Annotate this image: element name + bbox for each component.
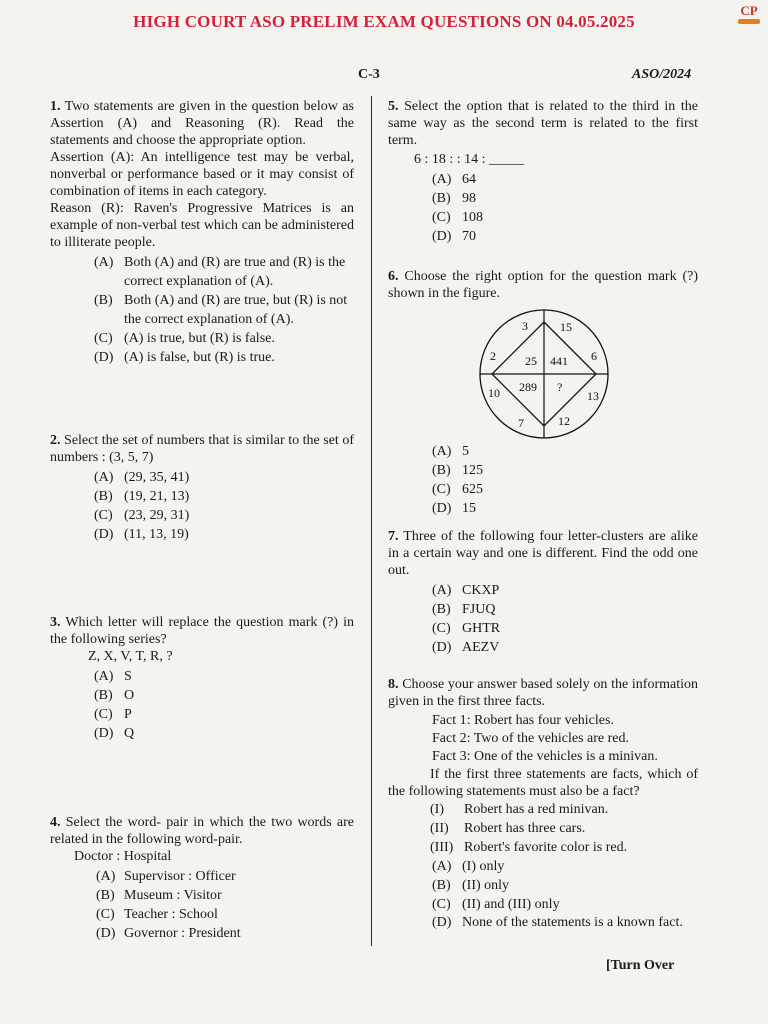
option-text: (23, 29, 31)	[124, 508, 190, 523]
option-a[interactable]	[96, 867, 354, 886]
page-number: C-3	[358, 67, 380, 82]
fig-top-right: 15	[560, 320, 572, 334]
fig-bottom-right: 12	[558, 414, 570, 428]
fig-inner-top-left: 25	[525, 354, 537, 368]
option-b[interactable]	[432, 461, 698, 480]
option-label: (D)	[94, 527, 114, 542]
option-text: 125	[462, 463, 483, 478]
question-number: 7.	[388, 529, 399, 544]
option-c[interactable]	[432, 895, 698, 914]
option-list	[432, 581, 698, 657]
option-label: (C)	[432, 210, 451, 225]
question-stem: Choose the right option for the question mark (?) shown in the figure.	[388, 269, 698, 301]
option-b[interactable]	[432, 189, 698, 208]
letter-series: Z, X, V, T, R, ?	[88, 649, 173, 664]
option-d[interactable]	[432, 227, 698, 246]
option-text: 5	[462, 444, 469, 459]
option-label: (B)	[432, 878, 451, 893]
fig-inner-bottom-right: ?	[557, 380, 563, 394]
option-label: (B)	[432, 602, 451, 617]
option-text: Q	[124, 726, 135, 741]
turn-over-label: [Turn Over	[606, 958, 675, 973]
statement-iii	[430, 838, 698, 857]
facts-list	[432, 712, 698, 766]
question-number: 8.	[388, 677, 399, 692]
option-label: (D)	[432, 640, 452, 655]
fig-right-upper: 6	[591, 349, 597, 363]
option-text: Both (A) and (R) are true and (R) is the correct explanation of (A).	[124, 255, 346, 289]
option-a[interactable]	[432, 170, 698, 189]
option-list	[432, 442, 698, 518]
option-d[interactable]	[432, 499, 698, 518]
statement-text: Robert's favorite color is red.	[464, 840, 628, 855]
option-list	[96, 867, 354, 943]
option-d[interactable]	[432, 638, 698, 657]
option-a[interactable]	[94, 253, 354, 291]
exam-code: ASO/2024	[632, 67, 692, 82]
option-label: (A)	[432, 172, 452, 187]
word-pair: Doctor : Hospital	[74, 849, 172, 864]
option-list	[432, 857, 698, 931]
option-d[interactable]	[94, 724, 354, 743]
option-text: 64	[462, 172, 476, 187]
option-d[interactable]	[94, 348, 354, 367]
option-label: (A)	[96, 869, 116, 884]
option-text: O	[124, 688, 135, 703]
logo-text: CP	[740, 3, 758, 18]
question-7	[388, 528, 698, 657]
column-divider	[371, 96, 372, 946]
option-d[interactable]	[432, 914, 698, 931]
option-list	[94, 253, 354, 367]
option-text: Both (A) and (R) are true, but (R) is not the correct explanation of (A).	[124, 293, 348, 327]
question-stem: Two statements are given in the question below as Assertion (A) and Reasoning (R). Read the statements and choose the appropriate option.	[50, 99, 354, 148]
number-circle-figure	[474, 308, 614, 440]
analogy-expression: 6 : 18 : : 14 : _____	[414, 152, 525, 167]
option-text: (A) is true, but (R) is false.	[124, 331, 275, 346]
fact-item: Fact 2: Two of the vehicles are red.	[432, 731, 630, 746]
logo-bar	[738, 19, 760, 24]
option-label: (B)	[432, 191, 451, 206]
option-label: (D)	[94, 726, 114, 741]
fact-question: If the first three statements are facts, which of the following statements must also be a fact?	[388, 767, 698, 799]
option-a[interactable]	[432, 442, 698, 461]
option-text: (11, 13, 19)	[124, 527, 189, 542]
option-b[interactable]	[94, 291, 354, 329]
option-a[interactable]	[94, 667, 354, 686]
option-c[interactable]	[94, 705, 354, 724]
statement-ii	[430, 819, 698, 838]
option-list	[432, 170, 698, 246]
assertion-text: Assertion (A): An intelligence test may be verbal, nonverbal or performance based or it may consist of combination of items in each category.	[50, 150, 354, 199]
figure-svg	[474, 308, 614, 440]
fig-left-upper: 2	[490, 349, 496, 363]
option-text: GHTR	[462, 621, 501, 636]
option-text: None of the statements is a known fact.	[462, 915, 683, 930]
option-label: (C)	[432, 897, 451, 912]
option-text: Governor : President	[124, 926, 241, 941]
question-6-options	[388, 440, 698, 518]
option-b[interactable]	[94, 686, 354, 705]
option-label: (A)	[432, 583, 452, 598]
option-text: Teacher : School	[124, 907, 218, 922]
fig-top-left: 3	[522, 319, 528, 333]
question-stem: Which letter will replace the question mark (?) in the following series?	[50, 615, 354, 647]
option-text: (I) only	[462, 859, 505, 874]
option-a[interactable]	[432, 857, 698, 876]
option-label: (A)	[432, 859, 452, 874]
option-label: (D)	[96, 926, 116, 941]
option-text: 625	[462, 482, 483, 497]
fig-left-lower: 10	[488, 386, 500, 400]
option-label: (B)	[94, 688, 113, 703]
option-b[interactable]	[94, 487, 354, 506]
option-c[interactable]	[94, 506, 354, 525]
option-label: (B)	[96, 888, 115, 903]
option-label: (C)	[94, 707, 113, 722]
option-text: AEZV	[462, 640, 500, 655]
statement-text: Robert has a red minivan.	[464, 802, 609, 817]
option-list	[94, 667, 354, 743]
question-5	[388, 98, 698, 246]
option-d[interactable]	[94, 525, 354, 544]
option-text: P	[124, 707, 132, 722]
question-number: 5.	[388, 99, 399, 114]
question-3	[50, 614, 354, 743]
question-stem: Select the set of numbers that is similar to the set of numbers : (3, 5, 7)	[50, 433, 354, 465]
option-text: 70	[462, 229, 476, 244]
option-label: (A)	[432, 444, 452, 459]
option-b[interactable]	[432, 876, 698, 895]
option-a[interactable]	[432, 581, 698, 600]
option-text: 15	[462, 501, 476, 516]
question-stem: Select the option that is related to the third in the same way as the second term is related to the first term.	[388, 99, 699, 148]
option-label: (B)	[94, 489, 113, 504]
option-text: 108	[462, 210, 483, 225]
question-stem: Choose your answer based solely on the information given in the first three facts.	[388, 677, 699, 709]
option-text: CKXP	[462, 583, 500, 598]
fact-item: Fact 3: One of the vehicles is a minivan.	[432, 749, 658, 764]
question-2	[50, 432, 354, 544]
fig-inner-bottom-left: 289	[519, 380, 537, 394]
cp-logo	[736, 4, 762, 28]
option-label: (D)	[432, 915, 452, 930]
option-b[interactable]	[432, 600, 698, 619]
option-text: FJUQ	[462, 602, 496, 617]
option-c[interactable]	[94, 329, 354, 348]
fact-item: Fact 1: Robert has four vehicles.	[432, 713, 614, 728]
option-label: (D)	[432, 501, 452, 516]
option-c[interactable]	[432, 619, 698, 638]
option-text: Supervisor : Officer	[124, 869, 236, 884]
option-label: (B)	[432, 463, 451, 478]
option-label: (C)	[96, 907, 115, 922]
option-label: (D)	[94, 350, 114, 365]
question-number: 6.	[388, 269, 399, 284]
question-8	[388, 676, 698, 931]
option-text: (A) is false, but (R) is true.	[124, 350, 275, 365]
option-text: (II) only	[462, 878, 510, 893]
option-text: Museum : Visitor	[124, 888, 222, 903]
option-c[interactable]	[432, 208, 698, 227]
option-label: (C)	[94, 331, 113, 346]
question-stem: Three of the following four letter-clusters are alike in a certain way and one is different. Find the odd one out.	[388, 529, 698, 578]
option-d[interactable]	[96, 924, 354, 943]
question-number: 3.	[50, 615, 61, 630]
option-b[interactable]	[96, 886, 354, 905]
question-6	[388, 268, 698, 302]
option-text: 98	[462, 191, 476, 206]
fig-bottom-left: 7	[518, 416, 524, 430]
option-text: (19, 21, 13)	[124, 489, 190, 504]
option-label: (C)	[94, 508, 113, 523]
statement-label: (III)	[430, 840, 454, 855]
option-c[interactable]	[432, 480, 698, 499]
statement-i	[430, 800, 698, 819]
fig-inner-top-right: 441	[550, 354, 568, 368]
option-text: (II) and (III) only	[462, 897, 560, 912]
option-text: (29, 35, 41)	[124, 470, 190, 485]
option-text: S	[124, 669, 132, 684]
statement-label: (I)	[430, 802, 444, 817]
question-number: 2.	[50, 433, 61, 448]
option-label: (A)	[94, 669, 114, 684]
reason-text: Reason (R): Raven's Progressive Matrices is an example of non-verbal test which can be administered to illiterate people.	[50, 201, 354, 250]
option-label: (C)	[432, 482, 451, 497]
statement-text: Robert has three cars.	[464, 821, 586, 836]
question-stem: Select the word- pair in which the two words are related in the following word-pair.	[50, 815, 355, 847]
option-label: (A)	[94, 470, 114, 485]
option-label: (C)	[432, 621, 451, 636]
option-list	[94, 468, 354, 544]
question-1	[50, 98, 354, 367]
exam-banner-title: HIGH COURT ASO PRELIM EXAM QUESTIONS ON 04.05.2025	[133, 12, 635, 31]
question-number: 4.	[50, 815, 61, 830]
option-label: (D)	[432, 229, 452, 244]
option-a[interactable]	[94, 468, 354, 487]
option-c[interactable]	[96, 905, 354, 924]
statement-list	[430, 800, 698, 857]
option-label: (B)	[94, 293, 113, 308]
statement-label: (II)	[430, 821, 449, 836]
option-label: (A)	[94, 255, 114, 270]
question-number: 1.	[50, 99, 61, 114]
fig-right-lower: 13	[587, 389, 599, 403]
question-4	[50, 814, 354, 943]
